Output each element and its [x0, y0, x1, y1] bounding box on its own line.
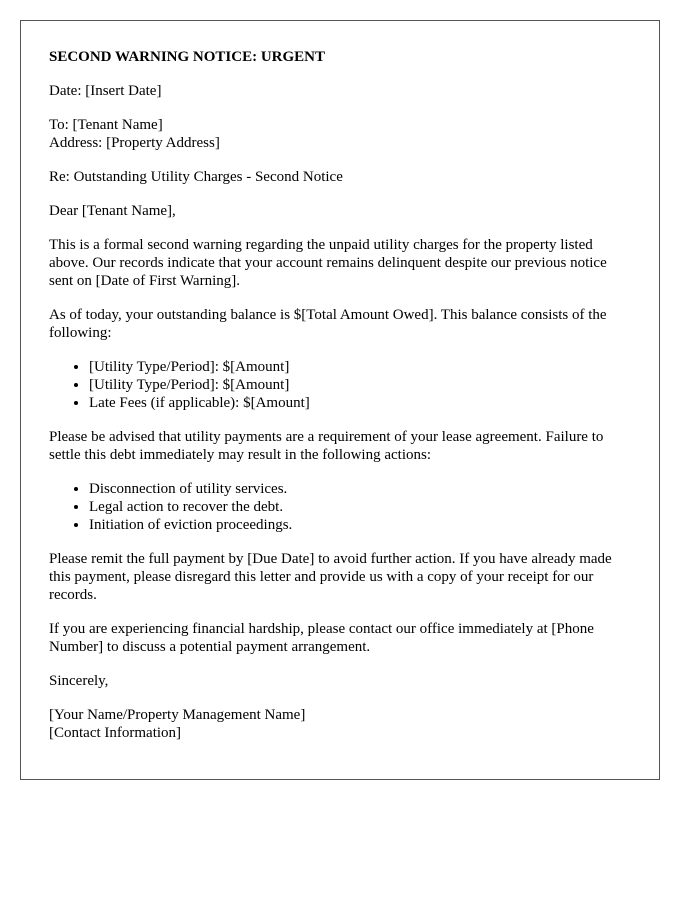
signature-name: [Your Name/Property Management Name]	[49, 707, 306, 723]
subject-line: Re: Outstanding Utility Charges - Second Notice	[49, 169, 343, 185]
letter-document	[20, 20, 660, 780]
list-item: • [Utility Type/Period]: $[Amount]	[89, 376, 631, 394]
paragraph-balance: As of today, your outstanding balance is $[Total Amount Owed]. This balance consists of the following:	[49, 307, 607, 341]
date-line: Date: [Insert Date]	[49, 83, 162, 99]
list-item: • [Utility Type/Period]: $[Amount]	[89, 358, 631, 376]
recipient-address: Address: [Property Address]	[49, 135, 220, 151]
list-item: • Initiation of eviction proceedings.	[89, 516, 631, 534]
letter-title: SECOND WARNING NOTICE: URGENT	[49, 49, 326, 65]
actions-list	[49, 480, 631, 534]
list-item: • Late Fees (if applicable): $[Amount]	[89, 394, 631, 412]
signature-contact: [Contact Information]	[49, 725, 182, 741]
paragraph-hardship: If you are experiencing financial hardship, please contact our office immediately at [Phone Number] to discuss a potential payment arrangement.	[49, 621, 594, 655]
recipient-name: To: [Tenant Name]	[49, 117, 163, 133]
recipient-block	[49, 116, 631, 152]
paragraph-intro: This is a formal second warning regarding the unpaid utility charges for the property listed above. Our records indicate that your account remains delinquent despite our previous notice sent on [Date of First Warning].	[49, 237, 607, 289]
charges-list	[49, 358, 631, 412]
salutation: Dear [Tenant Name],	[49, 203, 176, 219]
paragraph-consequences: Please be advised that utility payments are a requirement of your lease agreement. Failure to settle this debt immediately may result in the following actions:	[49, 429, 604, 463]
signature-block	[49, 706, 631, 742]
list-item: • Legal action to recover the debt.	[89, 498, 631, 516]
paragraph-payment: Please remit the full payment by [Due Date] to avoid further action. If you have already made this payment, please disregard this letter and provide us with a copy of your receipt for our records.	[49, 551, 612, 603]
list-item: • Disconnection of utility services.	[89, 480, 631, 498]
closing: Sincerely,	[49, 673, 109, 689]
